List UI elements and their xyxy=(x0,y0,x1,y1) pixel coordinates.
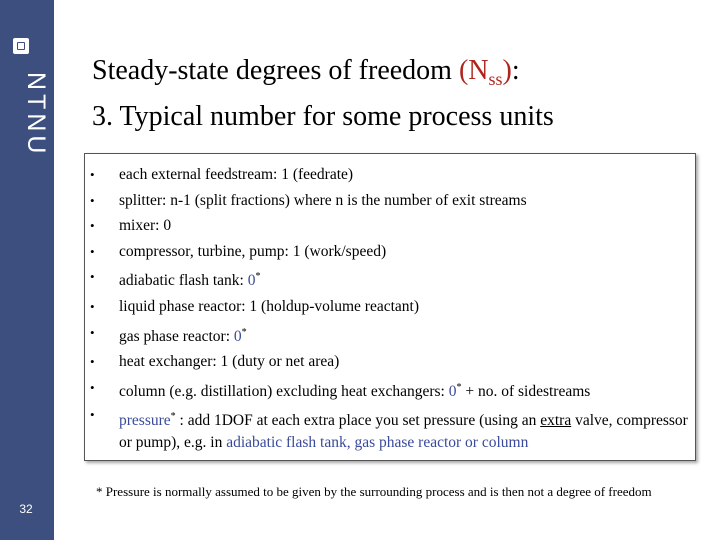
list-item: • column (e.g. distillation) excluding heat exchangers: 0* + no. of sidestreams xyxy=(85,375,693,405)
bullet-icon: • xyxy=(90,269,95,285)
title-line-2: 3. Typical number for some process units xyxy=(92,101,554,132)
bullet-icon: • xyxy=(90,354,95,370)
list-item: • gas phase reactor: 0* xyxy=(85,320,693,350)
list-item: • mixer: 0 xyxy=(85,213,693,239)
list-item: • liquid phase reactor: 1 (holdup-volume reactant) xyxy=(85,294,693,320)
bullet-icon: • xyxy=(90,324,95,340)
title-line-1: Steady-state degrees of freedom $(N_{ss})$: xyxy=(92,55,520,89)
slide-title xyxy=(92,52,692,136)
bullet-icon: • xyxy=(90,298,95,314)
list-item: • pressure* : add 1DOF at each extra place you set pressure (using an extra valve, compressor or pump), e.g. in adiabatic flash tank, gas phase reactor or column xyxy=(85,404,693,453)
list-item: • splitter: n-1 (split fractions) where n is the number of exit streams xyxy=(85,188,693,214)
bullet-icon: • xyxy=(90,192,95,208)
bullet-icon: • xyxy=(90,407,95,423)
bullet-icon: • xyxy=(90,379,95,395)
list-item: • heat exchanger: 1 (duty or net area) xyxy=(85,349,693,375)
bullet-icon: • xyxy=(90,243,95,259)
nss-symbol: $(N_{ss})$ xyxy=(458,55,512,89)
list-item: • each external feedstream: 1 (feedrate) xyxy=(85,162,693,188)
bullet-icon: • xyxy=(90,167,95,182)
content-box xyxy=(84,153,696,461)
ntnu-logo-text: NTNU xyxy=(22,72,50,158)
ntnu-logo-mark xyxy=(13,38,29,54)
bullet-icon: • xyxy=(90,218,95,234)
bullet-list xyxy=(85,162,693,453)
list-item: • compressor, turbine, pump: 1 (work/speed) xyxy=(85,239,693,265)
sidebar xyxy=(0,0,54,540)
footnote: * Pressure is normally assumed to be given by the surrounding process and is then not a degree of freedom xyxy=(96,484,652,499)
page-number: 32 xyxy=(19,502,33,516)
list-item: • adiabatic flash tank: 0* xyxy=(85,264,693,294)
